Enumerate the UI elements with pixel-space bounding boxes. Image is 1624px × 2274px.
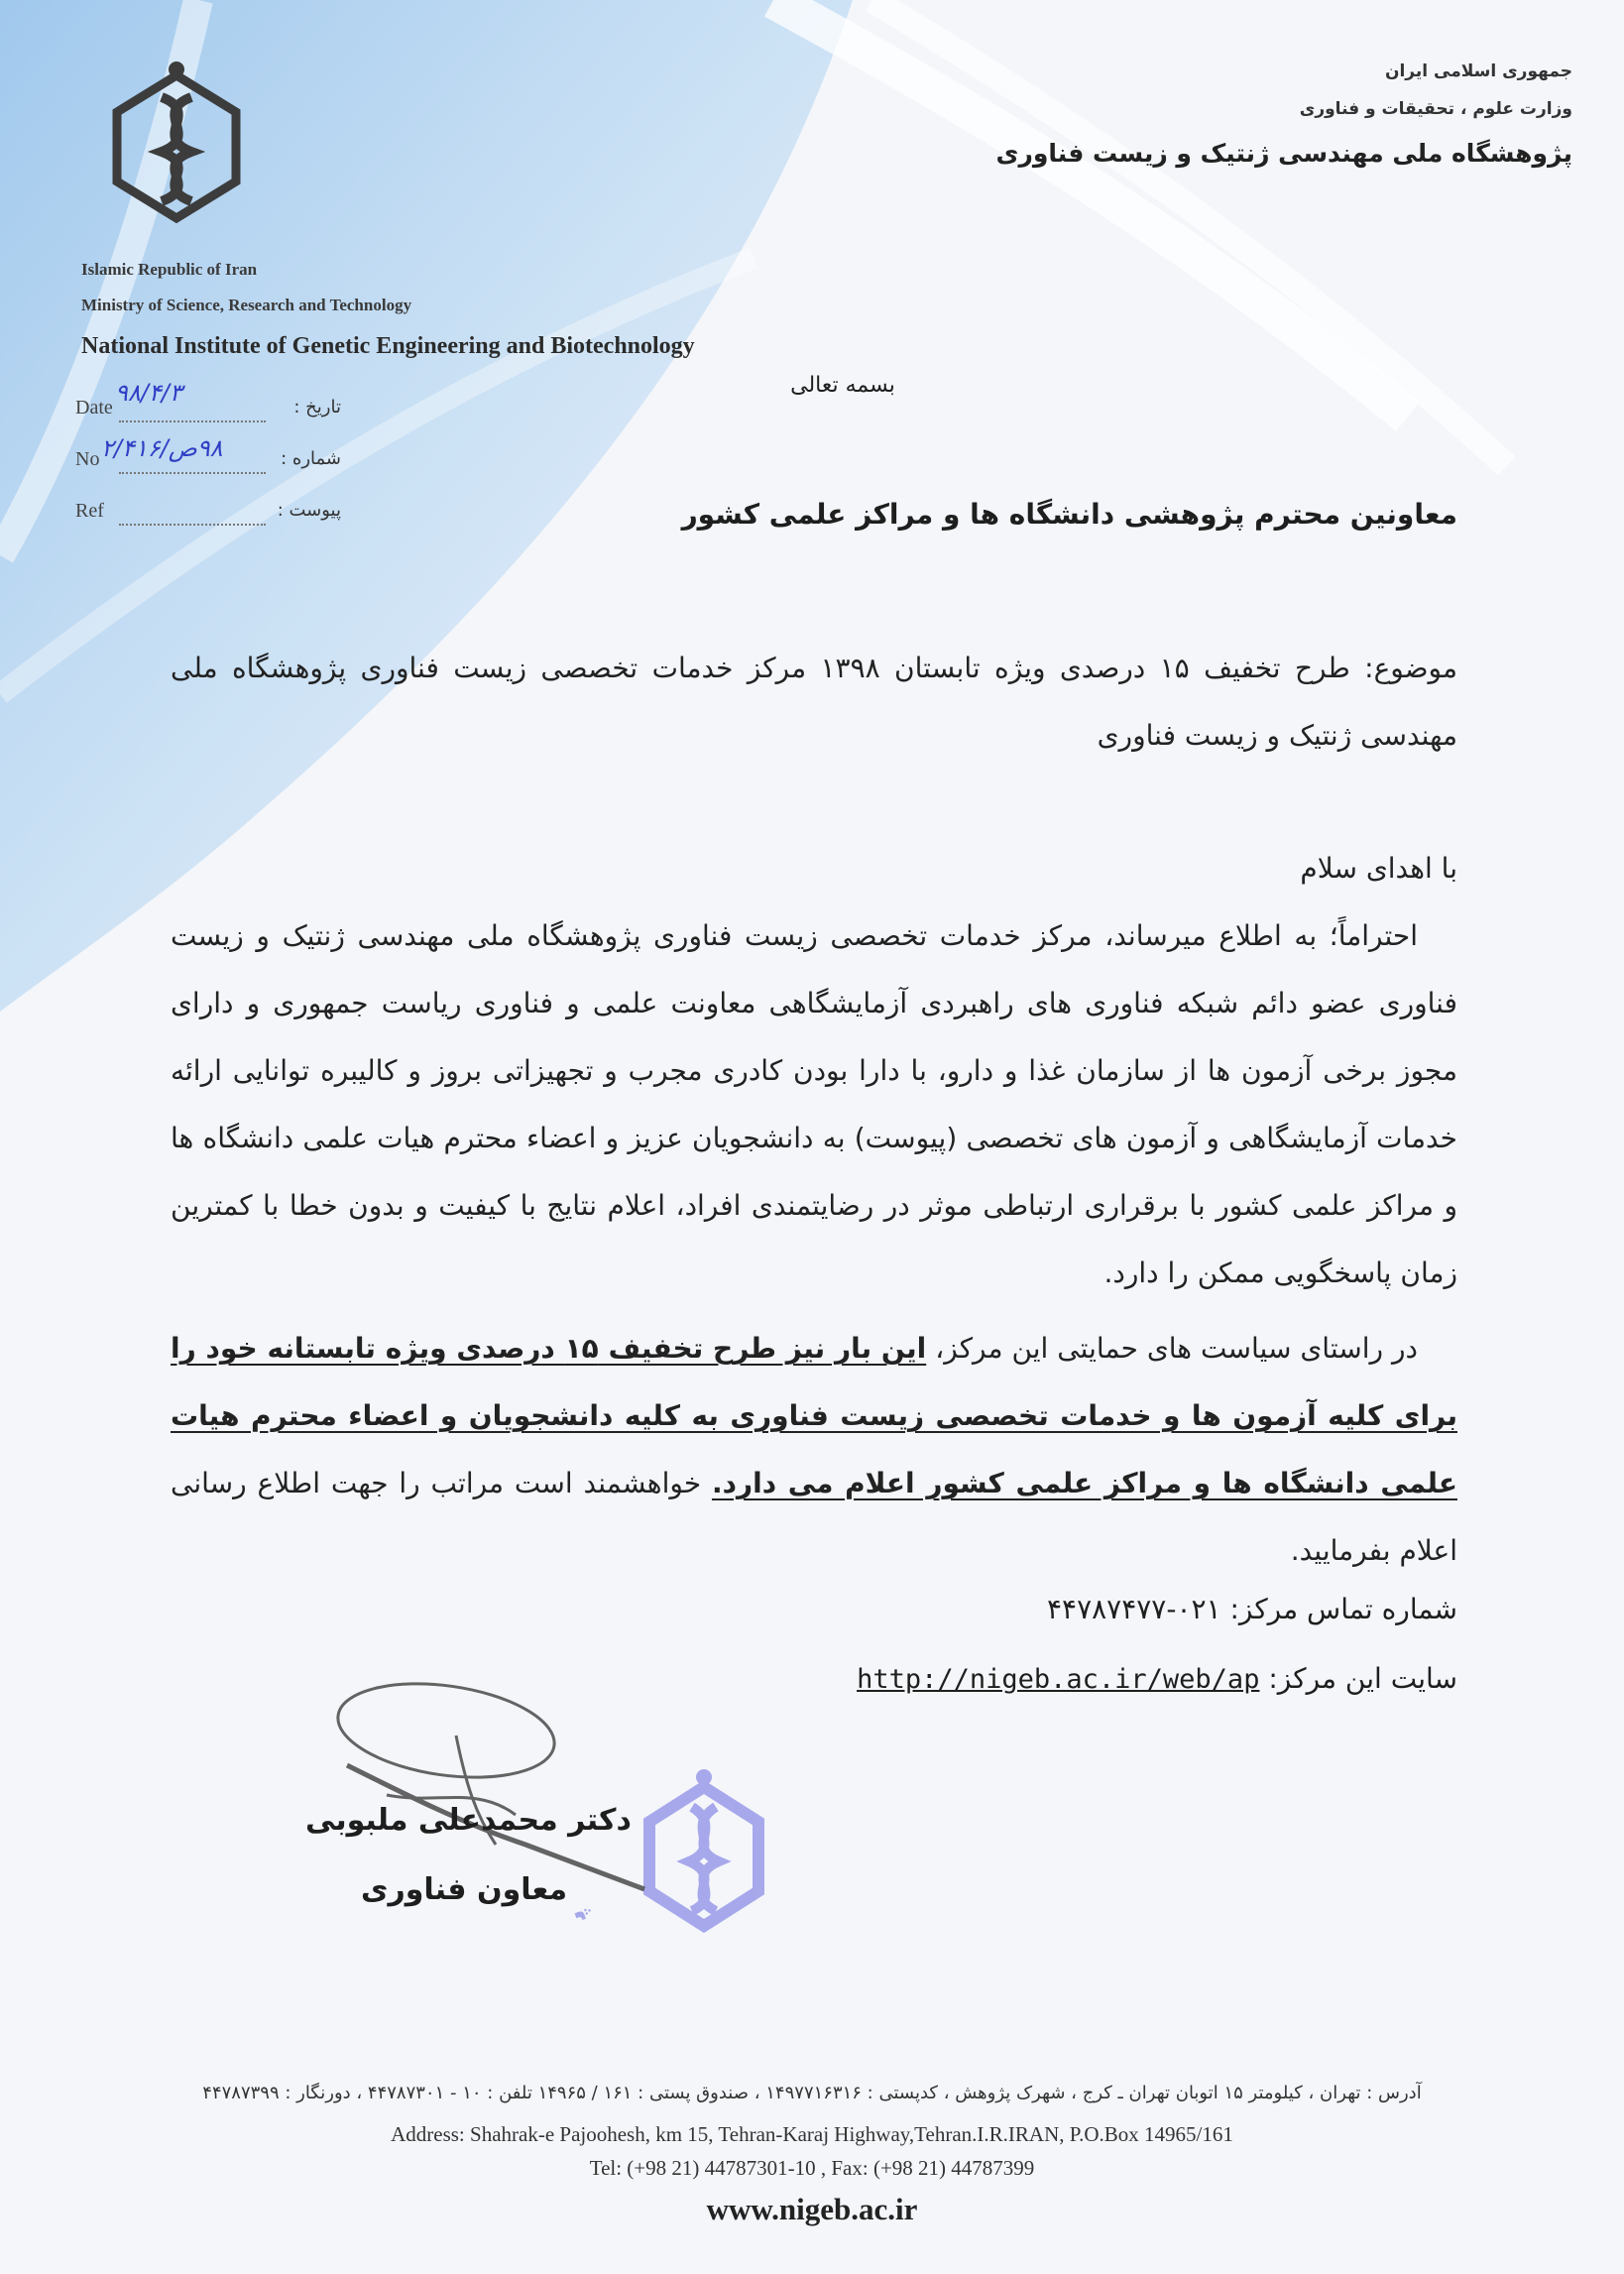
- footer-website[interactable]: www.nigeb.ac.ir: [706, 2192, 918, 2226]
- date-label-fa: تاریخ :: [293, 397, 341, 418]
- besmellah: بسمه تعالی: [790, 373, 895, 398]
- contact-phone-line: [1047, 1593, 1457, 1625]
- number-handwritten-value: ۹۸ص/۲/۴۱۶: [101, 434, 223, 462]
- number-label-fa: شماره :: [281, 448, 341, 469]
- ref-label-en: Ref: [75, 500, 104, 522]
- ref-dotted-line: [119, 524, 266, 526]
- institute-name-fa: پژوهشگاه ملی مهندسی ژنتیک و زیست فناوری: [995, 139, 1572, 168]
- footer-address-en: Address: Shahrak-e Pajoohesh, km 15, Tehran-Karaj Highway,Tehran.I.R.IRAN, P.O.Box 14965/161: [391, 2122, 1233, 2146]
- recipient-line: معاونین محترم پژوهشی دانشگاه ها و مراکز علمی کشور: [681, 498, 1457, 531]
- institute-logo: [87, 58, 266, 236]
- number-dotted-line: [119, 472, 266, 474]
- site-label: سایت این مرکز:: [1268, 1662, 1457, 1695]
- footer-address-fa: آدرس : تهران ، کیلومتر ۱۵ اتوبان تهران ـ کرج ، شهرک پژوهش ، کدپستی : ۱۴۹۷۷۱۶۳۱۶ ، صندوق پستی : ۱۶۱ / ۱۴۹۶۵ تلفن : ۱۰ - ۴۴۷۸۷۳۰۱ ، دورنگار : ۴۴۷۸۷۳۹۹: [202, 2083, 1422, 2103]
- stamp-text: پ: [556, 1905, 594, 1928]
- ref-field: [75, 500, 341, 530]
- signatory-name: دکتر محمدعلی ملبوبی: [305, 1803, 632, 1838]
- body-paragraph-2: [171, 1315, 1457, 1585]
- phone-label: شماره تماس مرکز:: [1229, 1593, 1457, 1625]
- footer-tel-fax: Tel: (+98 21) 44787301-10 , Fax: (+98 21) 44787399: [589, 2156, 1035, 2180]
- phone-number: ۰۲۱-۴۴۷۸۷۴۷۷: [1047, 1593, 1221, 1625]
- ministry-name-fa: وزارت علوم ، تحقیقات و فناوری: [1299, 99, 1572, 119]
- discount-announcement: این بار نیز طرح تخفیف ۱۵ درصدی ویژه تابستانه خود را برای کلیه آزمون ها و خدمات تخصصی زیست فناوری به کلیه دانشجویان و اعضاء محترم هیات علمی دانشگاه ها و مراکز علمی کشور اعلام می دارد.: [171, 1332, 1457, 1499]
- subject-paragraph: موضوع: طرح تخفیف ۱۵ درصدی ویژه تابستان ۱۳۹۸ مرکز خدمات تخصصی زیست فناوری پژوهشگاه ملی مهندسی ژنتیک و زیست فناوری: [171, 652, 1457, 752]
- institute-name-en: National Institute of Genetic Engineering and Biotechnology: [81, 333, 695, 359]
- ref-label-fa: پیوست :: [277, 500, 341, 521]
- date-field: [75, 379, 341, 426]
- signatory-title: معاون فناوری: [361, 1872, 568, 1907]
- body-paragraph-1: احتراماً؛ به اطلاع میرساند، مرکز خدمات تخصصی زیست فناوری پژوهشگاه ملی مهندسی ژنتیک و زیست فناوری عضو دائم شبکه فناوری های راهبردی آزمایشگاهی معاونت علمی و فناوری ریاست جمهوری و دارای مجوز برخی آزمون ها از سازمان غذا و دارو، با دارا بودن کادری مجرب و تجهیزاتی بروز و کالیبره توانایی ارائه خدمات آزمایشگاهی و آزمون های تخصصی (پیوست) به دانشجویان عزیز و اعضاء محترم هیات علمی دانشگاه ها و مراکز علمی کشور با برقراری ارتباطی موثر در رضایتمندی افراد، اعلام نتایج با کیفیت و بدون خطا با کمترین زمان پاسخگویی ممکن را دارد.: [171, 919, 1457, 1289]
- date-dotted-line: [119, 420, 266, 422]
- greeting: با اهدای سلام: [1300, 852, 1457, 885]
- date-handwritten-value: ۹۸/۴/۳: [115, 379, 182, 407]
- contact-site-line: [857, 1662, 1457, 1695]
- number-field: [75, 434, 341, 478]
- country-name-fa: جمهوری اسلامی ایران: [1384, 61, 1572, 81]
- country-name-en: Islamic Republic of Iran: [81, 260, 258, 279]
- paragraph-2-intro: در راستای سیاست های حمایتی این مرکز،: [926, 1332, 1418, 1365]
- date-label-en: Date: [75, 397, 113, 419]
- paragraph-2-outro: خواهشمند است مراتب را جهت اطلاع رسانی اعلام بفرمایید.: [171, 1467, 1457, 1567]
- number-label-en: No: [75, 448, 100, 470]
- site-link[interactable]: http://nigeb.ac.ir/web/ap: [857, 1664, 1260, 1695]
- ministry-name-en: Ministry of Science, Research and Technology: [81, 296, 412, 314]
